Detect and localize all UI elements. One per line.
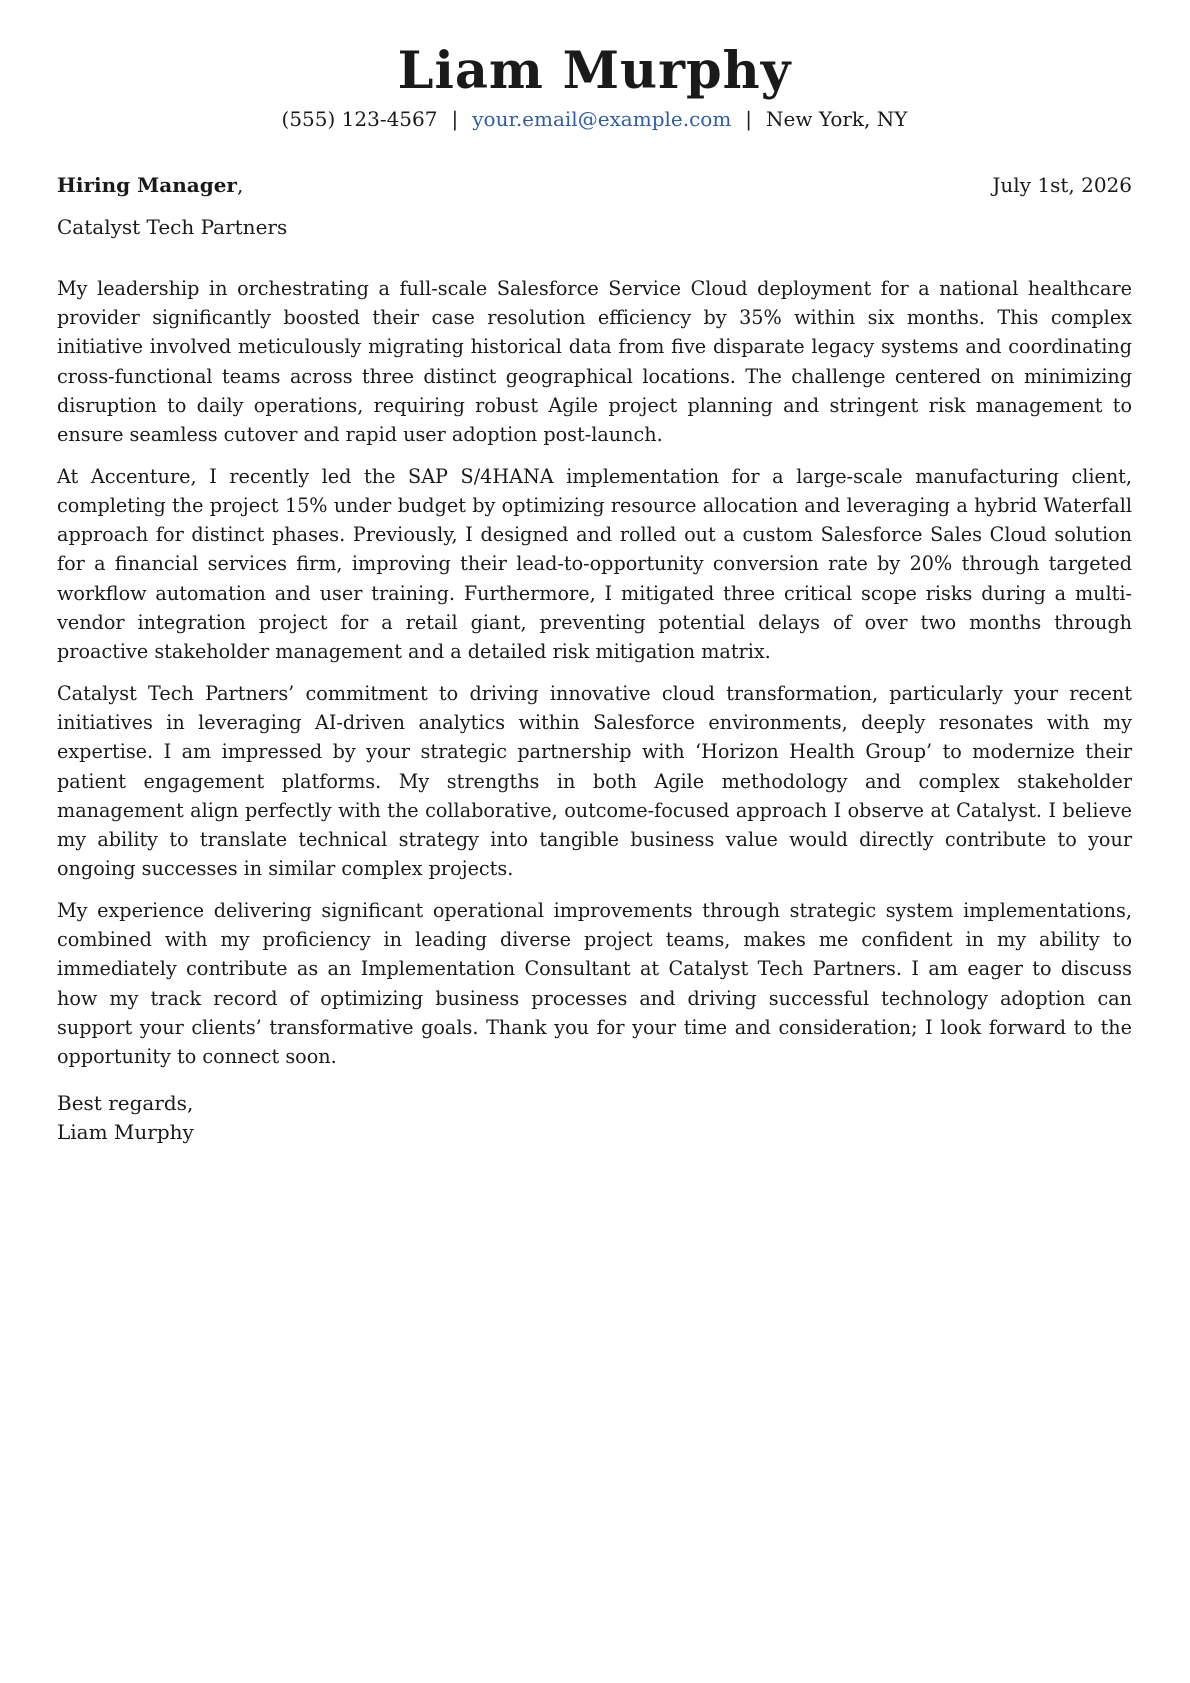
contact-line: [57, 106, 1132, 132]
recipient-company: Catalyst Tech Partners: [57, 214, 288, 239]
contact-separator: |: [451, 106, 459, 131]
letter-body: [57, 274, 1132, 1072]
signature-name: Liam Murphy: [57, 1120, 194, 1145]
body-paragraph: Catalyst Tech Partners’ commitment to driving innovative cloud transformation, particularly your recent initiatives in leveraging AI-driven analytics within Salesforce environments, deeply resonates with my expertise. I am impressed by your strategic partnership with ‘Horizon Health Group’ to modernize their patient engagement platforms. My strengths in both Agile methodology and complex stakeholder management align perfectly with the collaborative, outcome-focused approach I observe at Catalyst. I believe my ability to translate technical strategy into tangible business value would directly contribute to your ongoing successes in similar complex projects.: [57, 681, 1132, 881]
recipient-suffix: ,: [236, 172, 244, 197]
recipient-name: Hiring Manager: [57, 172, 237, 197]
closing-salutation: Best regards,: [57, 1091, 194, 1116]
body-paragraph: My leadership in orchestrating a full-scale Salesforce Service Cloud deployment for a national healthcare provider significantly boosted their case resolution efficiency by 35% within six months. This complex initiative involved meticulously migrating historical data from five disparate legacy systems and coordinating cross-functional teams across three distinct geographical locations. The challenge centered on minimizing disruption to daily operations, requiring robust Agile project planning and stringent risk management to ensure seamless cutover and rapid user adoption post-launch.: [57, 276, 1132, 447]
phone-number: (555) 123-4567: [281, 106, 438, 131]
contact-separator: |: [745, 106, 753, 131]
body-paragraph: At Accenture, I recently led the SAP S/4HANA implementation for a large-scale manufacturing client, completing the project 15% under budget by optimizing resource allocation and leveraging a hybrid Waterfall approach for distinct phases. Previously, I designed and rolled out a custom Salesforce Sales Cloud solution for a financial services firm, improving their lead-to-opportunity conversion rate by 20% through targeted workflow automation and user training. Furthermore, I mitigated three critical scope risks during a multi-vendor integration project for a retail giant, preventing potential delays of over two months through proactive stakeholder management and a detailed risk mitigation matrix.: [57, 464, 1132, 664]
email-link[interactable]: your.email@example.com: [472, 106, 732, 131]
letter-date: July 1st, 2026: [992, 172, 1132, 197]
recipient-date-row: [57, 172, 1132, 198]
recipient-greeting: [57, 172, 243, 198]
letter-closing: [57, 1089, 1132, 1147]
cover-letter-page: [57, 0, 1132, 1147]
applicant-name: Liam Murphy: [397, 41, 792, 101]
body-paragraph: My experience delivering significant operational improvements through strategic system implementations, combined with my proficiency in leading diverse project teams, makes me confident in my ability to immediately contribute as an Implementation Consultant at Catalyst Tech Partners. I am eager to discuss how my track record of optimizing business processes and driving successful technology adoption can support your clients’ transformative goals. Thank you for your time and consideration; I look forward to the opportunity to connect soon.: [57, 898, 1132, 1069]
location: New York, NY: [766, 106, 908, 131]
